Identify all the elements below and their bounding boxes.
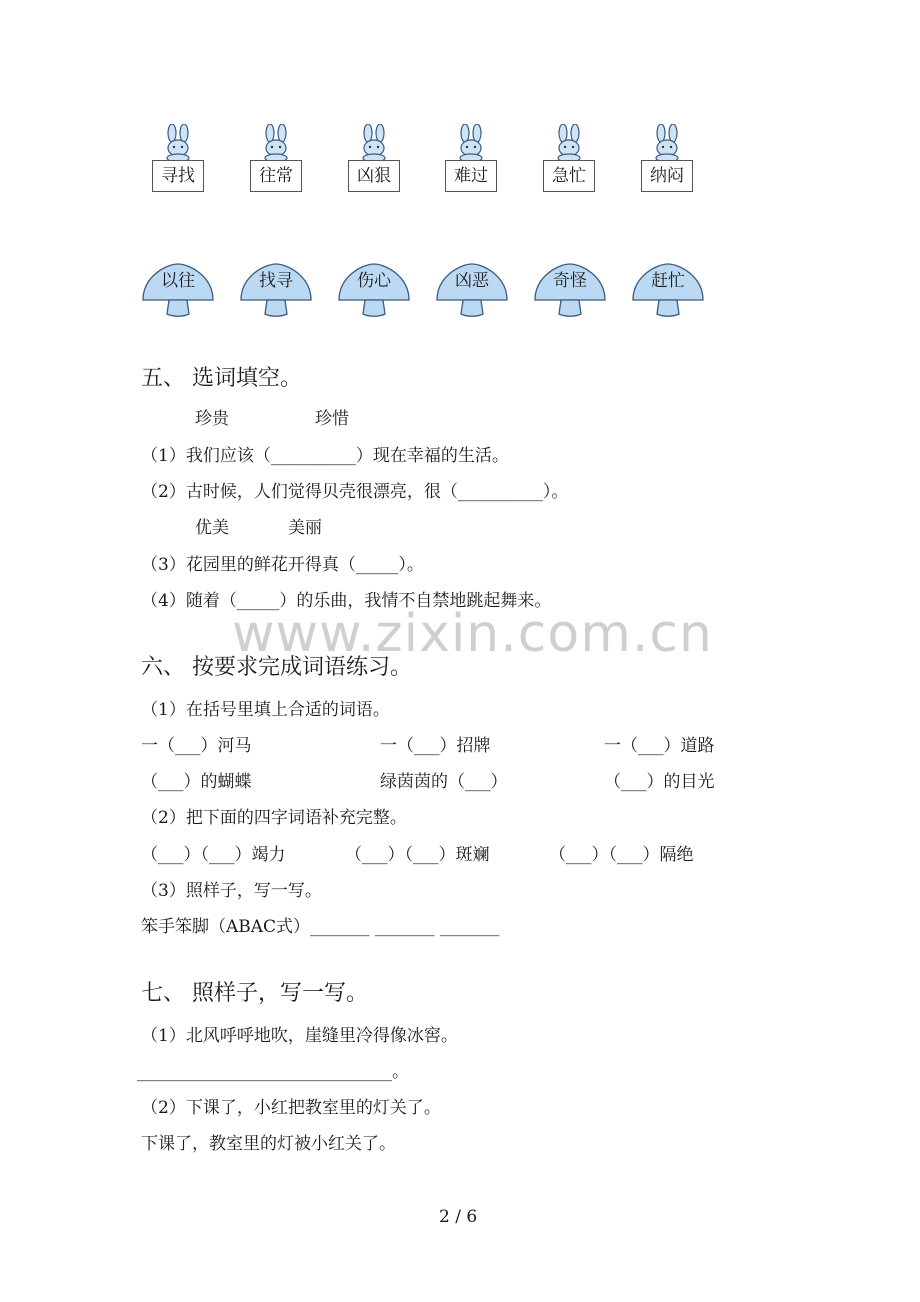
- mushroom-1: [139, 262, 217, 318]
- fill-item: 绿茵茵的（___）: [380, 772, 508, 792]
- rabbit-card-6: [641, 124, 701, 204]
- section-6-title: 六、 按要求完成词语练习。: [141, 655, 412, 680]
- mushroom-word: 凶恶: [455, 271, 489, 291]
- mushroom-4: [433, 262, 511, 318]
- word-option: 美丽: [288, 518, 322, 538]
- word-option: 珍贵: [195, 409, 229, 429]
- mushroom-6: [629, 262, 707, 318]
- fill-item: 一（___）河马: [141, 736, 252, 756]
- question-5-4: （4）随着（_____）的乐曲，我情不自禁地跳起舞来。: [141, 591, 552, 611]
- example-line: 笨手笨脚（ABAC式）_______ _______ _______: [141, 917, 500, 937]
- rabbit-word: 急忙: [543, 160, 595, 192]
- rabbit-icon: [453, 124, 489, 162]
- mushroom-3: [335, 262, 413, 318]
- mushroom-word: 伤心: [357, 271, 391, 291]
- word-option: 优美: [195, 518, 229, 538]
- answer-blank: ______________________________。: [137, 1062, 409, 1082]
- question-7-2: （2）下课了，小红把教室里的灯关了。: [141, 1098, 441, 1118]
- fill-item: 一（___）道路: [604, 736, 715, 756]
- question-5-2: （2）古时候，人们觉得贝壳很漂亮，很（__________）。: [141, 482, 569, 502]
- section-5-title: 五、 选词填空。: [141, 366, 302, 391]
- rabbit-word: 难过: [445, 160, 497, 192]
- instruction-6-3: （3）照样子，写一写。: [141, 881, 322, 901]
- page-number: 2 / 6: [439, 1207, 478, 1227]
- rabbit-word: 寻找: [152, 160, 204, 192]
- question-5-3: （3）花园里的鲜花开得真（_____）。: [141, 555, 424, 575]
- instruction-6-2: （2）把下面的四字词语补充完整。: [141, 808, 407, 828]
- rabbit-word: 纳闷: [641, 160, 693, 192]
- watermark: www.zixin.com.cn: [232, 604, 713, 664]
- rabbit-icon: [551, 124, 587, 162]
- rabbit-icon: [258, 124, 294, 162]
- fill-item: （___）（___）竭力: [141, 845, 286, 865]
- mushroom-word: 赶忙: [651, 271, 685, 291]
- rabbit-icon: [356, 124, 392, 162]
- rabbit-card-2: [250, 124, 310, 204]
- mushroom-word: 以往: [161, 271, 195, 291]
- rabbit-icon: [160, 124, 196, 162]
- question-5-1: （1）我们应该（__________）现在幸福的生活。: [141, 446, 509, 466]
- word-option: 珍惜: [315, 409, 349, 429]
- rabbit-card-3: [348, 124, 408, 204]
- mushroom-word: 找寻: [259, 271, 293, 291]
- rabbit-icon: [649, 124, 685, 162]
- rabbit-card-4: [445, 124, 505, 204]
- rabbit-word: 凶狠: [348, 160, 400, 192]
- rabbit-card-1: [152, 124, 212, 204]
- fill-item: 一（___）招牌: [380, 736, 491, 756]
- mushroom-5: [531, 262, 609, 318]
- section-7-title: 七、 照样子，写一写。: [141, 981, 368, 1006]
- fill-item: （___）（___）斑斓: [345, 845, 490, 865]
- rabbit-word: 往常: [250, 160, 302, 192]
- instruction-6-1: （1）在括号里填上合适的词语。: [141, 700, 390, 720]
- mushroom-2: [237, 262, 315, 318]
- mushroom-word: 奇怪: [553, 271, 587, 291]
- example-sentence: 下课了，教室里的灯被小红关了。: [141, 1134, 396, 1154]
- fill-item: （___）的蝴蝶: [141, 772, 252, 792]
- fill-item: （___）的目光: [604, 772, 715, 792]
- question-7-1: （1）北风呼呼地吹，崖缝里冷得像冰窖。: [141, 1026, 458, 1046]
- fill-item: （___）（___）隔绝: [549, 845, 694, 865]
- rabbit-card-5: [543, 124, 603, 204]
